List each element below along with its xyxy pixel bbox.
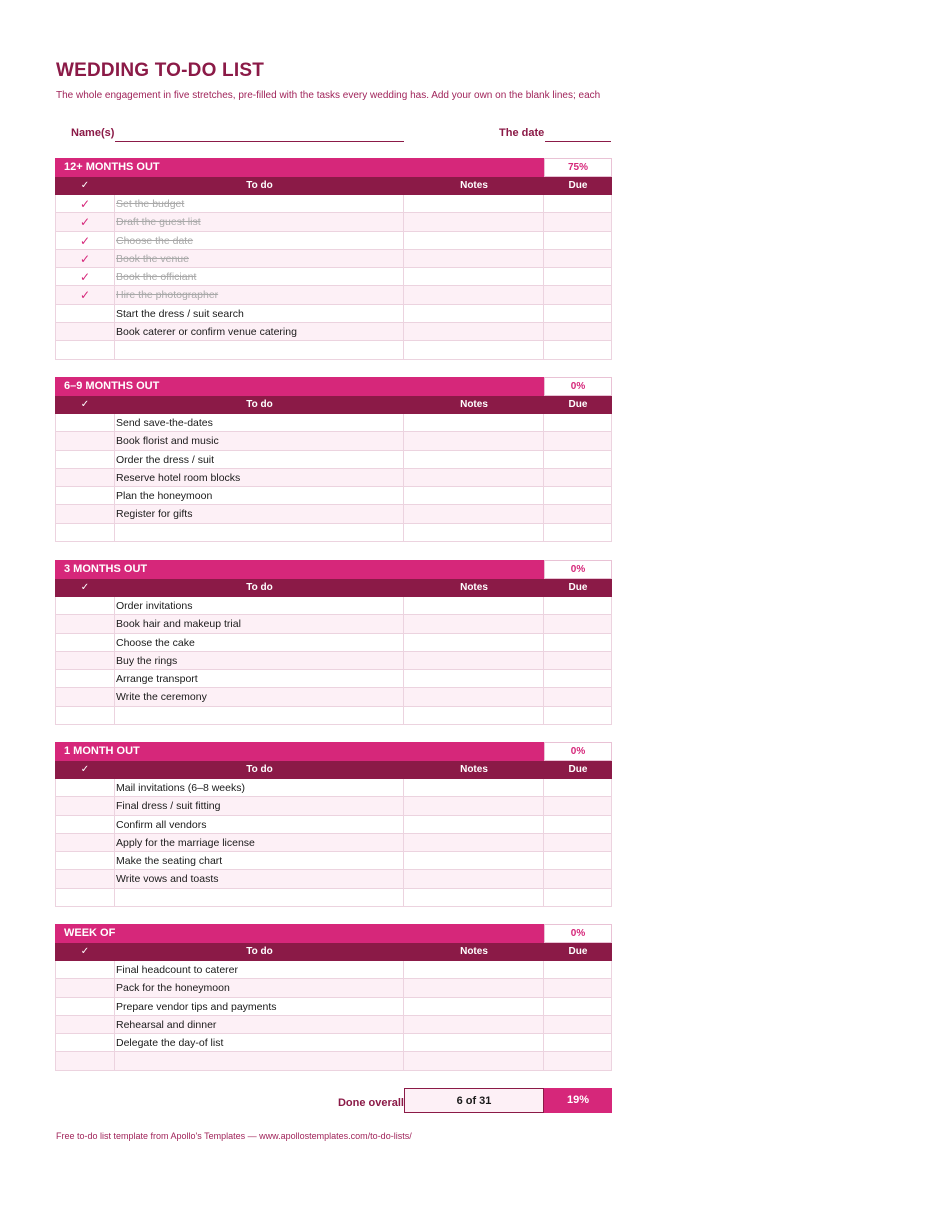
task-notes[interactable]: [404, 979, 544, 997]
task-checkbox[interactable]: ✓: [55, 268, 115, 286]
task-checkbox[interactable]: [55, 341, 115, 359]
column-headers: [55, 761, 612, 779]
task-checkbox[interactable]: [55, 597, 115, 615]
task-text[interactable]: Buy the rings: [115, 652, 404, 670]
date-label: The date: [499, 127, 545, 139]
task-row: [55, 323, 612, 341]
task-row: [55, 634, 612, 652]
task-due[interactable]: [544, 250, 612, 268]
column-due-header: Due: [568, 399, 588, 410]
column-notes-header: Notes: [460, 946, 488, 957]
task-checkbox[interactable]: [55, 889, 115, 907]
task-due[interactable]: [544, 652, 612, 670]
task-text[interactable]: Choose the date: [115, 232, 404, 250]
task-row: [55, 852, 612, 870]
task-checkbox[interactable]: [55, 1034, 115, 1052]
task-notes[interactable]: [404, 268, 544, 286]
column-notes-header: Notes: [460, 582, 488, 593]
column-notes-header: Notes: [460, 764, 488, 775]
task-text[interactable]: Register for gifts: [115, 505, 404, 523]
task-text[interactable]: [115, 524, 404, 542]
task-notes[interactable]: [404, 779, 544, 797]
task-due[interactable]: [544, 816, 612, 834]
task-text[interactable]: Plan the honeymoon: [115, 487, 404, 505]
task-checkbox[interactable]: [55, 979, 115, 997]
task-checkbox[interactable]: [55, 816, 115, 834]
task-due[interactable]: [544, 834, 612, 852]
summary-label: Done overall: [337, 1097, 404, 1109]
section-header: [55, 377, 612, 396]
task-notes[interactable]: [404, 615, 544, 633]
footer-note: Free to-do list template from Apollo's Templates — www.apollostemplates.com/to-do-lists/: [56, 1131, 412, 1141]
task-checkbox[interactable]: [55, 670, 115, 688]
task-row: [55, 889, 612, 907]
task-due[interactable]: [544, 341, 612, 359]
task-text[interactable]: Reserve hotel room blocks: [115, 469, 404, 487]
task-notes[interactable]: [404, 323, 544, 341]
task-checkbox[interactable]: [55, 634, 115, 652]
task-row: [55, 232, 612, 250]
task-due[interactable]: [544, 268, 612, 286]
task-checkbox[interactable]: [55, 707, 115, 725]
task-row: [55, 487, 612, 505]
section-4: [55, 924, 612, 1071]
task-text[interactable]: Write the ceremony: [115, 688, 404, 706]
task-due[interactable]: [544, 524, 612, 542]
task-due[interactable]: [544, 998, 612, 1016]
task-checkbox[interactable]: [55, 779, 115, 797]
task-text[interactable]: Mail invitations (6–8 weeks): [115, 779, 404, 797]
task-checkbox[interactable]: [55, 323, 115, 341]
task-due[interactable]: [544, 634, 612, 652]
column-check-header: ✓: [80, 764, 90, 775]
column-headers: [55, 943, 612, 961]
section-header: [55, 742, 612, 761]
column-due-header: Due: [568, 946, 588, 957]
task-text[interactable]: Book florist and music: [115, 432, 404, 450]
task-checkbox[interactable]: [55, 688, 115, 706]
task-text[interactable]: Apply for the marriage license: [115, 834, 404, 852]
section-header: [55, 560, 612, 579]
task-text[interactable]: Final dress / suit fitting: [115, 797, 404, 815]
column-notes-header: Notes: [460, 399, 488, 410]
task-row: [55, 652, 612, 670]
task-due[interactable]: [544, 469, 612, 487]
column-todo-header: To do: [246, 946, 273, 957]
task-text[interactable]: Send save-the-dates: [115, 414, 404, 432]
section-header: [55, 158, 612, 177]
task-row: [55, 870, 612, 888]
task-due[interactable]: [544, 1016, 612, 1034]
column-todo-header: To do: [246, 582, 273, 593]
task-notes[interactable]: [404, 889, 544, 907]
column-due-header: Due: [568, 582, 588, 593]
task-row: [55, 797, 612, 815]
task-text[interactable]: Hire the photographer: [115, 286, 404, 304]
task-text[interactable]: Make the seating chart: [115, 852, 404, 870]
task-notes[interactable]: [404, 670, 544, 688]
task-row: [55, 998, 612, 1016]
task-row: [55, 305, 612, 323]
task-checkbox[interactable]: ✓: [55, 195, 115, 213]
task-notes[interactable]: [404, 341, 544, 359]
column-check-header: ✓: [80, 946, 90, 957]
task-checkbox[interactable]: ✓: [55, 286, 115, 304]
task-checkbox[interactable]: [55, 469, 115, 487]
task-checkbox[interactable]: [55, 414, 115, 432]
task-notes[interactable]: [404, 797, 544, 815]
task-due[interactable]: [544, 1034, 612, 1052]
task-row: [55, 688, 612, 706]
task-checkbox[interactable]: ✓: [55, 232, 115, 250]
task-row: [55, 834, 612, 852]
task-checkbox[interactable]: ✓: [55, 213, 115, 231]
column-headers: [55, 177, 612, 195]
section-0: [55, 158, 612, 360]
task-row: [55, 1016, 612, 1034]
task-notes[interactable]: [404, 232, 544, 250]
task-row: [55, 341, 612, 359]
column-todo-header: To do: [246, 399, 273, 410]
task-row: [55, 432, 612, 450]
task-checkbox[interactable]: [55, 451, 115, 469]
task-due[interactable]: [544, 323, 612, 341]
task-text[interactable]: Final headcount to caterer: [115, 961, 404, 979]
task-notes[interactable]: [404, 834, 544, 852]
task-due[interactable]: [544, 889, 612, 907]
task-due[interactable]: [544, 979, 612, 997]
task-notes[interactable]: [404, 688, 544, 706]
task-checkbox[interactable]: [55, 487, 115, 505]
task-checkbox[interactable]: [55, 505, 115, 523]
summary-count: 6 of 31: [404, 1088, 544, 1113]
task-row: [55, 816, 612, 834]
task-checkbox[interactable]: ✓: [55, 250, 115, 268]
task-checkbox[interactable]: [55, 1016, 115, 1034]
column-due-header: Due: [568, 764, 588, 775]
task-due[interactable]: [544, 688, 612, 706]
task-row: [55, 597, 612, 615]
section-title: 1 MONTH OUT: [55, 742, 544, 761]
task-notes[interactable]: [404, 286, 544, 304]
task-text[interactable]: Book caterer or confirm venue catering: [115, 323, 404, 341]
task-text[interactable]: Set the budget: [115, 195, 404, 213]
task-text[interactable]: [115, 1052, 404, 1070]
column-todo-header: To do: [246, 180, 273, 191]
section-title: 6–9 MONTHS OUT: [55, 377, 544, 396]
task-text[interactable]: Confirm all vendors: [115, 816, 404, 834]
task-row: [55, 524, 612, 542]
section-title: 3 MONTHS OUT: [55, 560, 544, 579]
task-row: [55, 505, 612, 523]
task-checkbox[interactable]: [55, 1052, 115, 1070]
summary-percent: 19%: [544, 1088, 612, 1113]
task-checkbox[interactable]: [55, 524, 115, 542]
task-due[interactable]: [544, 195, 612, 213]
column-headers: [55, 396, 612, 414]
section-title: WEEK OF: [55, 924, 544, 943]
task-notes[interactable]: [404, 852, 544, 870]
column-due-header: Due: [568, 180, 588, 191]
task-notes[interactable]: [404, 250, 544, 268]
task-notes[interactable]: [404, 1034, 544, 1052]
task-checkbox[interactable]: [55, 432, 115, 450]
name-label: Name(s): [71, 127, 115, 139]
column-todo-header: To do: [246, 764, 273, 775]
task-notes[interactable]: [404, 305, 544, 323]
task-notes[interactable]: [404, 1016, 544, 1034]
column-check-header: ✓: [80, 180, 90, 191]
task-notes[interactable]: [404, 707, 544, 725]
task-text[interactable]: Start the dress / suit search: [115, 305, 404, 323]
task-due[interactable]: [544, 779, 612, 797]
task-notes[interactable]: [404, 213, 544, 231]
task-due[interactable]: [544, 487, 612, 505]
task-due[interactable]: [544, 432, 612, 450]
column-headers: [55, 579, 612, 597]
task-notes[interactable]: [404, 1052, 544, 1070]
section-percent: 0%: [544, 742, 612, 761]
section-percent: 0%: [544, 560, 612, 579]
task-checkbox[interactable]: [55, 305, 115, 323]
task-text[interactable]: [115, 707, 404, 725]
task-notes[interactable]: [404, 451, 544, 469]
task-checkbox[interactable]: [55, 615, 115, 633]
task-due[interactable]: [544, 213, 612, 231]
task-notes[interactable]: [404, 524, 544, 542]
task-notes[interactable]: [404, 870, 544, 888]
task-notes[interactable]: [404, 597, 544, 615]
task-row: [55, 469, 612, 487]
column-check-header: ✓: [80, 399, 90, 410]
task-notes[interactable]: [404, 961, 544, 979]
section-percent: 0%: [544, 924, 612, 943]
task-notes[interactable]: [404, 195, 544, 213]
page-subtitle: The whole engagement in five stretches, pre-filled with the tasks every wedding has. Add your own on the blank lines; each: [56, 90, 601, 101]
task-text[interactable]: [115, 889, 404, 907]
section-2: [55, 560, 612, 725]
task-text[interactable]: Draft the guest list: [115, 213, 404, 231]
task-notes[interactable]: [404, 469, 544, 487]
task-due[interactable]: [544, 597, 612, 615]
section-header: [55, 924, 612, 943]
task-due[interactable]: [544, 451, 612, 469]
page-title: WEDDING TO-DO LIST: [56, 60, 265, 81]
task-notes[interactable]: [404, 487, 544, 505]
task-notes[interactable]: [404, 816, 544, 834]
task-due[interactable]: [544, 414, 612, 432]
task-row: [55, 961, 612, 979]
task-checkbox[interactable]: [55, 998, 115, 1016]
task-due[interactable]: [544, 286, 612, 304]
task-text[interactable]: Prepare vendor tips and payments: [115, 998, 404, 1016]
task-checkbox[interactable]: [55, 870, 115, 888]
task-due[interactable]: [544, 961, 612, 979]
task-row: [55, 615, 612, 633]
section-3: [55, 742, 612, 907]
task-due[interactable]: [544, 232, 612, 250]
task-row: [55, 268, 612, 286]
date-field-line[interactable]: [545, 141, 611, 142]
task-notes[interactable]: [404, 432, 544, 450]
task-due[interactable]: [544, 1052, 612, 1070]
task-checkbox[interactable]: [55, 852, 115, 870]
task-text[interactable]: Choose the cake: [115, 634, 404, 652]
task-due[interactable]: [544, 505, 612, 523]
section-percent: 0%: [544, 377, 612, 396]
task-text[interactable]: Delegate the day-of list: [115, 1034, 404, 1052]
task-checkbox[interactable]: [55, 834, 115, 852]
task-row: [55, 286, 612, 304]
task-text[interactable]: [115, 341, 404, 359]
task-row: [55, 195, 612, 213]
section-1: [55, 377, 612, 542]
task-text[interactable]: Book the officiant: [115, 268, 404, 286]
task-checkbox[interactable]: [55, 961, 115, 979]
task-text[interactable]: Write vows and toasts: [115, 870, 404, 888]
task-text[interactable]: Arrange transport: [115, 670, 404, 688]
task-row: [55, 779, 612, 797]
task-row: [55, 1052, 612, 1070]
task-due[interactable]: [544, 305, 612, 323]
task-text[interactable]: Book the venue: [115, 250, 404, 268]
task-due[interactable]: [544, 870, 612, 888]
task-due[interactable]: [544, 797, 612, 815]
section-percent: 75%: [544, 158, 612, 177]
name-field-line[interactable]: [115, 141, 404, 142]
task-row: [55, 451, 612, 469]
task-row: [55, 670, 612, 688]
task-row: [55, 1034, 612, 1052]
section-title: 12+ MONTHS OUT: [55, 158, 544, 177]
task-checkbox[interactable]: [55, 652, 115, 670]
task-notes[interactable]: [404, 998, 544, 1016]
column-notes-header: Notes: [460, 180, 488, 191]
task-text[interactable]: Book hair and makeup trial: [115, 615, 404, 633]
task-notes[interactable]: [404, 505, 544, 523]
task-notes[interactable]: [404, 414, 544, 432]
task-notes[interactable]: [404, 652, 544, 670]
task-text[interactable]: Rehearsal and dinner: [115, 1016, 404, 1034]
task-row: [55, 250, 612, 268]
task-notes[interactable]: [404, 634, 544, 652]
task-text[interactable]: Order the dress / suit: [115, 451, 404, 469]
task-due[interactable]: [544, 707, 612, 725]
column-check-header: ✓: [80, 582, 90, 593]
task-row: [55, 707, 612, 725]
task-due[interactable]: [544, 670, 612, 688]
task-text[interactable]: Pack for the honeymoon: [115, 979, 404, 997]
task-due[interactable]: [544, 615, 612, 633]
task-row: [55, 979, 612, 997]
task-checkbox[interactable]: [55, 797, 115, 815]
task-row: [55, 414, 612, 432]
task-row: [55, 213, 612, 231]
task-text[interactable]: Order invitations: [115, 597, 404, 615]
task-due[interactable]: [544, 852, 612, 870]
